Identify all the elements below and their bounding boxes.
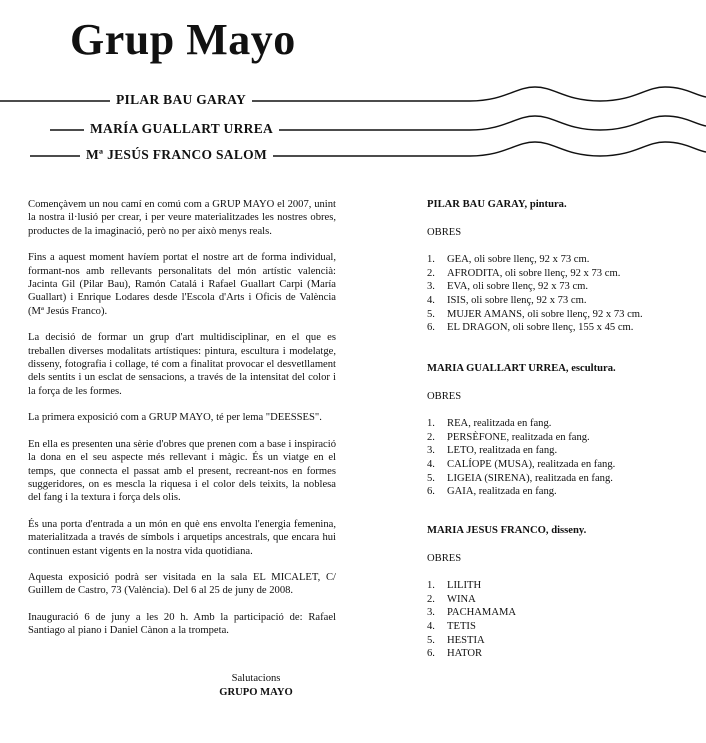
artist-name-maria: MARÍA GUALLART URREA (84, 121, 279, 137)
list-item: 5. MUJER AMANS, oli sobre llenç, 92 x 73 cm. (427, 308, 643, 320)
list-item: 5. LIGEIA (SIRENA), realitzada en fang. (427, 472, 613, 484)
section-heading: MARIA GUALLART URREA, escultura. (427, 363, 616, 374)
list-item: 6. HATOR (427, 648, 483, 660)
intro-text (28, 198, 336, 651)
intro-paragraph: La decisió de formar un grup d'art multidisciplinar, en el que es treballen diverses modalitats artístiques: pintura, escultura i modelatge, disseny, fotografia i collage, té com a finalitat provocar el desvetllament dels sentits i un esclat de sensacions, a través de la intensitat del color i la força de les formes. (28, 332, 336, 397)
list-item: 3. PACHAMAMA (427, 607, 517, 619)
list-item: 3. LETO, realitzada en fang. (427, 445, 558, 457)
section-pilar (427, 198, 697, 335)
list-item: 3. EVA, oli sobre llenç, 92 x 73 cm. (427, 281, 589, 293)
intro-paragraph: Començàvem un nou camí en comú com a GRUP MAYO el 2007, unint la nostra il·lusió per crear, i per veure materialitzades les nostres obres, productes de la imaginació, però no per això menys reals. (28, 199, 336, 237)
list-item: 1. GEA, oli sobre llenç, 92 x 73 cm. (427, 254, 590, 266)
list-item: 2. AFRODITA, oli sobre llenç, 92 x 73 cm. (427, 267, 621, 279)
section-heading: MARIA JESUS FRANCO, disseny. (427, 525, 587, 536)
section-jesus (427, 524, 697, 661)
obres-label: OBRES (427, 552, 462, 564)
list-item: 6. GAIA, realitzada en fang. (427, 486, 557, 498)
works-list (427, 253, 697, 335)
works-list (427, 579, 697, 661)
obres-label: OBRES (427, 226, 462, 238)
artist-name-jesus: Mª JESÚS FRANCO SALOM (80, 147, 273, 163)
closing (200, 672, 312, 700)
intro-paragraph: Fins a aquest moment havíem portat el nostre art de forma individual, formant-nos amb rellevants personalitats del món artístic valencià: Jacinta Gil (Pilar Bau), Ramón Catalá i Rafael Guallart Carpi (María Guallart) i Enrique Lodares desde l'Escola d'Arts i Oficis de València (Mª Jesús Franco). (28, 252, 336, 317)
intro-paragraph: Aquesta exposició podrà ser visitada en la sala EL MICALET, C/ Guillem de Castro, 73 (València). Del 6 al 25 de juny de 2008. (28, 571, 336, 597)
artist-name-pilar: PILAR BAU GARAY (110, 92, 252, 108)
list-item: 6. EL DRAGON, oli sobre llenç, 155 x 45 cm. (427, 322, 634, 334)
works-list (427, 417, 697, 499)
list-item: 4. TETIS (427, 620, 476, 632)
intro-paragraph: És una porta d'entrada a un món en què ens envolta l'energia femenina, materialitzada a través de símbols i arquetips ancestrals, que encara hui continuen estant vigents en la nostra vida quotidiana. (28, 518, 336, 557)
obres-label: OBRES (427, 390, 462, 402)
list-item: 2. PERSÈFONE, realitzada en fang. (427, 431, 590, 443)
section-heading: PILAR BAU GARAY, pintura. (427, 199, 567, 210)
list-item: 2. WINA (427, 593, 476, 605)
intro-paragraph: Inauguració 6 de juny a les 20 h. Amb la participació de: Rafael Santiago al piano i Daniel Cànon a la trompeta. (28, 611, 336, 637)
list-item: 4. ISIS, oli sobre llenç, 92 x 73 cm. (427, 294, 587, 306)
list-item: 1. REA, realitzada en fang. (427, 418, 552, 430)
intro-paragraph: En ella es presenten una sèrie d'obres que prenen com a base i inspiració la dona en el seu aspecte més rellevant i màgic. És un viatge en el temps, que connecta el passat amb el present, recreant-nos en formes suggeridores, on es mescla la riquesa i el color dels teixits, la noblesa del fang i la textura i força dels olis. (28, 438, 336, 504)
signature: GRUPO MAYO (219, 687, 293, 698)
page-title: Grup Mayo (70, 15, 296, 64)
list-item: 5. HESTIA (427, 634, 485, 646)
list-item: 4. CALÍOPE (MUSA), realitzada en fang. (427, 458, 616, 470)
list-item: 1. LILITH (427, 580, 482, 592)
greeting: Salutacions (231, 673, 281, 684)
section-maria (427, 362, 697, 499)
intro-paragraph: La primera exposició com a GRUP MAYO, té per lema "DEESSES". (28, 412, 322, 424)
